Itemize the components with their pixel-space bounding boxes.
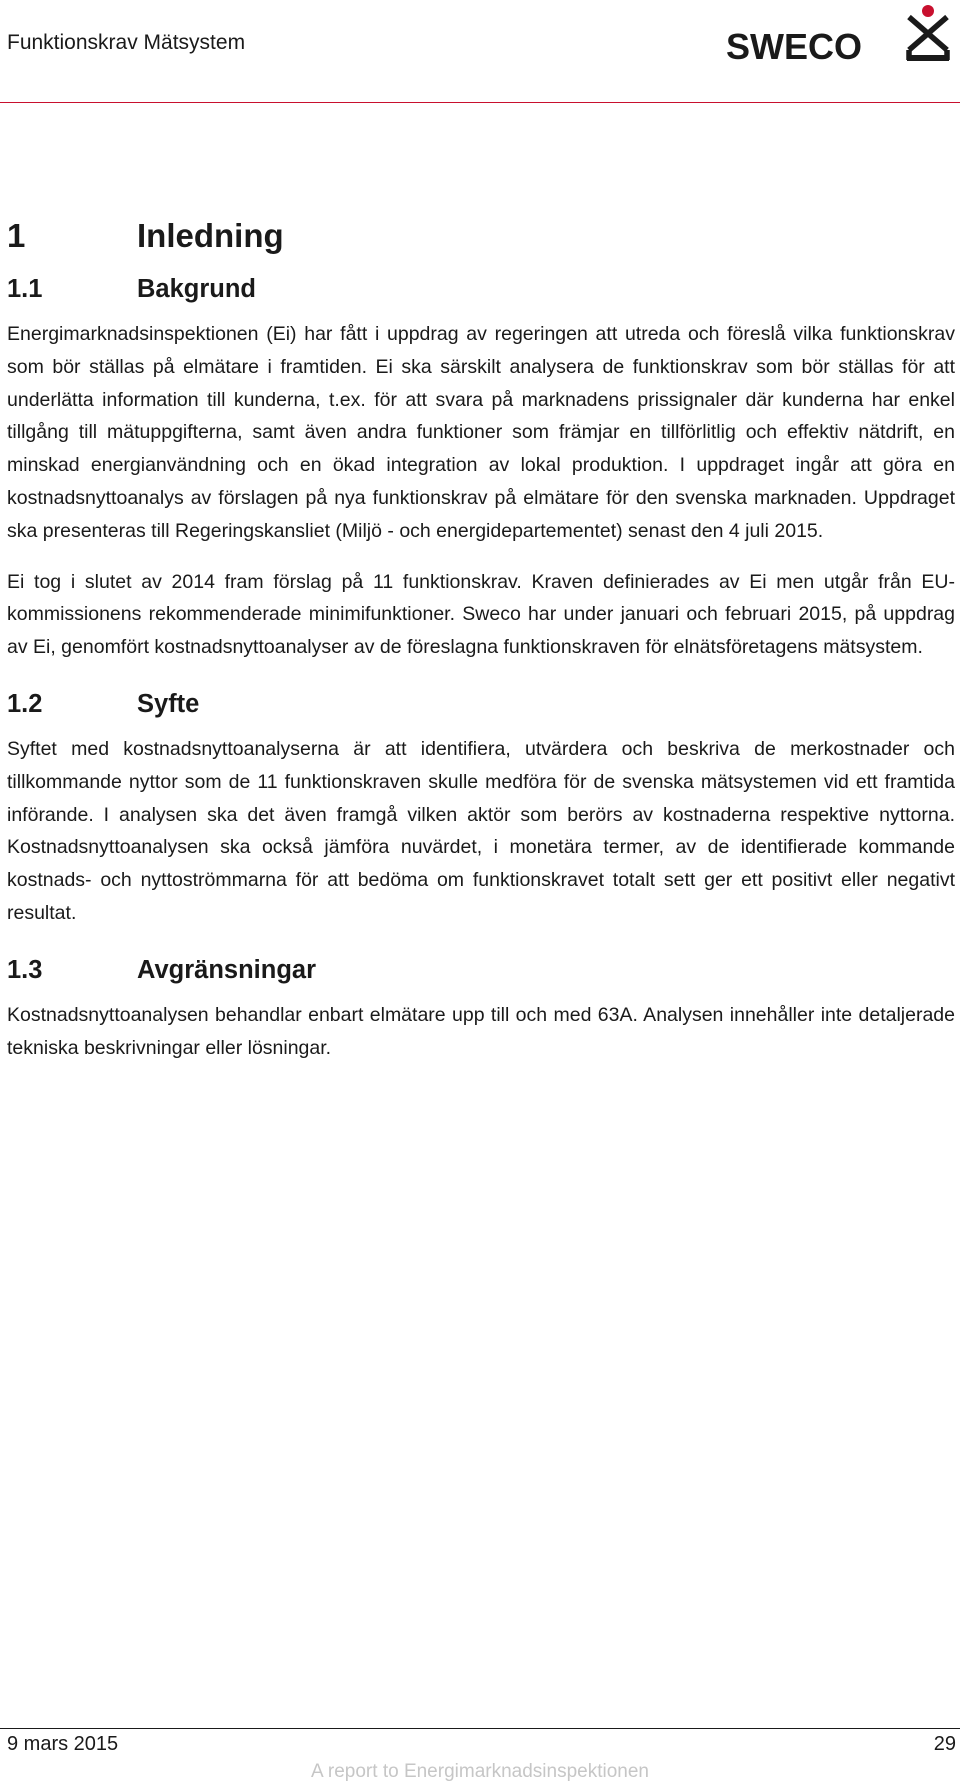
heading-1 (7, 208, 955, 264)
heading-1-number: 1 (7, 217, 26, 254)
page-number: 29 (933, 1733, 956, 1755)
bakgrund-paragraph-2: Ei tog i slutet av 2014 fram förslag på 11 funktionskrav. Kraven definierades av Ei men utgår från EU-kommissionens rekommenderade minimifunktioner. Sweco har under januari och februari 2015, på uppdrag av Ei, genomfört kostnadsnyttoanalyser av de föreslagna funktionskraven för elnätsföretagens mätsystem. (7, 570, 955, 659)
heading-1-2-number: 1.2 (7, 689, 43, 718)
footer-divider (0, 1728, 960, 1729)
footer-date: 9 mars 2015 (7, 1733, 119, 1755)
heading-1-1-number: 1.1 (7, 275, 43, 303)
syfte-paragraph: Syftet med kostnadsnyttoanalyserna är att identifiera, utvärdera och beskriva de merkostnader och tillkommande nyttor som de 11 funktionskraven skulle medföra för de svenska mätsystemen vid ett framtida införande. I analysen ska det även framgå vilken aktör som berörs av kostnaderna respektive nyttorna. Kostnadsnyttoanalysen ska också jämföra nuvärdet, i monetära termer, av de identifierade kommande kostnads- och nyttoströmmarna för att bedöma om funktionskravet totalt sett ger ett positivt eller negativt resultat. (7, 737, 955, 924)
heading-1-3 (7, 950, 955, 990)
heading-1-title: Inledning (137, 217, 284, 254)
header-divider (0, 102, 960, 103)
document-body (7, 208, 955, 1064)
heading-1-1-title: Bakgrund (137, 275, 257, 303)
logo-emblem (907, 5, 949, 60)
bakgrund-paragraph-1: Energimarknadsinspektionen (Ei) har fått i uppdrag av regeringen att utreda och föreslå vilka funktionskrav som bör ställas på elmätare i framtiden. Ei ska särskilt analysera de funktionskrav som bör ställas för att underlätta information till kunderna, t.ex. för att svara på marknadens prissignaler där kunderna har enkel tillgång till mätuppgifterna, samt även andra funktioner som främjar en tillförlitlig och effektiv nätdrift, en minskad energianvändning och en ökad integration av lokal produktion. I uppdraget ingår att göra en kostnadsnyttoanalys av förslagen på nya funktionskrav på elmätare för den svenska marknaden. Uppdraget ska presenteras till Regeringskansliet (Miljö - och energidepartementet) senast den 4 juli 2015. (7, 323, 955, 542)
document-title: Funktionskrav Mätsystem (7, 31, 246, 54)
footer-report-note: A report to Energimarknadsinspektionen (311, 1761, 649, 1782)
heading-1-3-number: 1.3 (7, 955, 43, 984)
sweco-logo (726, 2, 952, 70)
heading-1-3-title: Avgränsningar (137, 955, 317, 984)
heading-1-2-title: Syfte (137, 689, 200, 718)
avgransningar-paragraph: Kostnadsnyttoanalysen behandlar enbart elmätare upp till och med 63A. Analysen innehåller inte detaljerade tekniska beskrivningar eller lösningar. (7, 1003, 955, 1059)
page-header (0, 0, 960, 104)
heading-1-1 (7, 269, 955, 309)
heading-1-2 (7, 684, 955, 724)
logo-wordmark: SWECO (726, 26, 863, 67)
